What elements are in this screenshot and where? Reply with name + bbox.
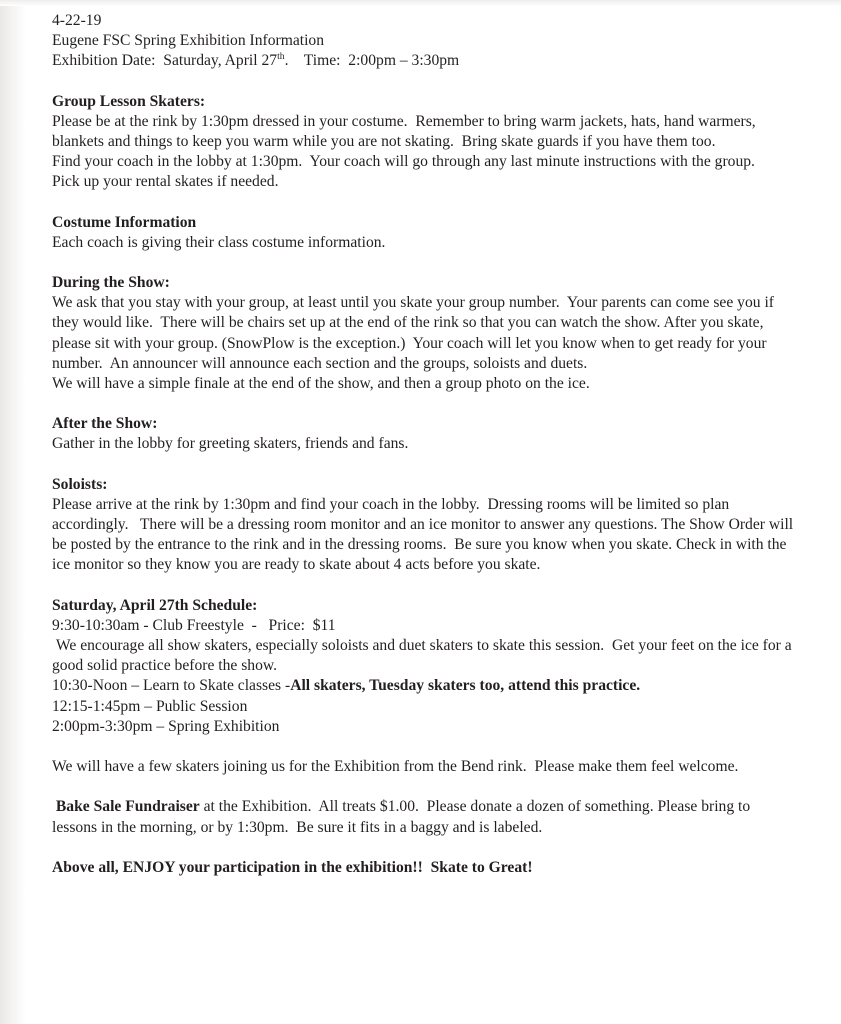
header-block — [52, 11, 795, 72]
exhibition-date-prefix: Exhibition Date: Saturday, April 27 — [52, 52, 278, 70]
spacer — [52, 737, 795, 757]
schedule-item-text: 12:15-1:45pm – Public Session — [52, 697, 248, 715]
after-show-paragraph-1: Gather in the lobby for greeting skaters, friends and fans. — [52, 435, 409, 453]
exhibition-date-ordinal: th — [277, 51, 285, 63]
schedule-item-text: 2:00pm-3:30pm – Spring Exhibition — [52, 717, 280, 735]
closing-line: Above all, ENJOY your participation in the exhibition!! Skate to Great! — [52, 858, 533, 876]
spacer — [52, 253, 795, 273]
schedule-item-list — [52, 616, 795, 737]
section-group-lesson-skaters — [52, 92, 795, 193]
during-show-heading: During the Show: — [52, 274, 170, 292]
section-after-the-show — [52, 414, 795, 454]
schedule-item — [52, 717, 795, 737]
spacer — [52, 455, 795, 475]
soloists-paragraph-1: Please arrive at the rink by 1:30pm and find your coach in the lobby. Dressing rooms will be limited so plan accordingly. There will be a dressing room monitor and an ice monitor to answer any questions. The Show Order will be posted by the entrance to the rink and in the dressing rooms. Be sure you know when you skate. Check in with the ice monitor so they know you are ready to skate about 4 acts before you skate. — [52, 495, 798, 574]
section-during-the-show — [52, 273, 795, 394]
section-costume-information — [52, 213, 795, 253]
spacer — [52, 394, 795, 414]
costume-paragraph-1: Each coach is giving their class costume information. — [52, 233, 386, 251]
group-lesson-paragraph-3: Pick up your rental skates if needed. — [52, 173, 279, 191]
schedule-item-emphasis: All skaters, Tuesday skaters too, attend this practice. — [290, 677, 641, 695]
spacer — [52, 72, 795, 92]
schedule-item-text: We encourage all show skaters, especially soloists and duet skaters to skate this session. Get your feet on the ice for a good solid practice before the show. — [52, 637, 796, 675]
schedule-item — [52, 697, 795, 717]
schedule-item-text: 10:30-Noon – Learn to Skate classes - — [52, 677, 291, 695]
date-stamp: 4-22-19 — [52, 12, 102, 29]
group-lesson-heading: Group Lesson Skaters: — [52, 92, 206, 110]
section-soloists — [52, 475, 798, 576]
during-show-paragraph-2: We will have a simple finale at the end of the show, and then a group photo on the ice. — [52, 375, 590, 393]
during-show-paragraph-1: We ask that you stay with your group, at least until you skate your group number. Your parents can come see you if they would like. There will be chairs set up at the end of the rink so that you can watch the show. After you skate, please sit with your group. (SnowPlow is the exception.) Your coach will let you know when to get ready for your number. An announcer will announce each section and the groups, soloists and duets. — [52, 294, 778, 372]
organization-title: Eugene FSC Spring Exhibition Information — [52, 32, 325, 50]
schedule-item — [52, 616, 795, 636]
exhibition-date-suffix: . Time: 2:00pm – 3:30pm — [284, 52, 460, 70]
bake-sale-title: Bake Sale Fundraiser — [52, 798, 200, 816]
schedule-item — [52, 676, 795, 696]
costume-heading: Costume Information — [52, 213, 197, 231]
bend-note-paragraph-1: We will have a few skaters joining us for the Exhibition from the Bend rink. Please make them feel welcome. — [52, 758, 739, 776]
bake-sale-paragraph — [52, 797, 795, 837]
after-show-heading: After the Show: — [52, 415, 158, 433]
schedule-item — [52, 636, 795, 676]
spacer — [52, 193, 795, 213]
section-closing — [52, 858, 795, 878]
soloists-heading: Soloists: — [52, 475, 108, 493]
schedule-heading: Saturday, April 27th Schedule: — [52, 596, 258, 614]
spacer — [52, 777, 795, 797]
section-bend-rink-note — [52, 757, 795, 777]
group-lesson-paragraph-2: Find your coach in the lobby at 1:30pm. Your coach will go through any last minute instructions with the group. — [52, 153, 755, 171]
spacer — [52, 838, 795, 858]
exhibition-date-line — [52, 51, 795, 71]
section-saturday-schedule — [52, 596, 795, 737]
spacer — [52, 576, 795, 596]
schedule-item-text: 9:30-10:30am - Club Freestyle - Price: $11 — [52, 616, 336, 634]
section-bake-sale-fundraiser — [52, 797, 795, 837]
document-body — [52, 11, 798, 878]
bake-sale-details: at the Exhibition. All treats $1.00. Please donate a dozen of something. Please bring to lessons in the morning, or by 1:30pm. Be sure it fits in a baggy and is labeled. — [52, 798, 755, 836]
group-lesson-paragraph-1: Please be at the rink by 1:30pm dressed in your costume. Remember to bring warm jackets, hats, hand warmers, blankets and things to keep you warm while you are not skating. Bring skate guards if you have them too. — [52, 112, 760, 151]
